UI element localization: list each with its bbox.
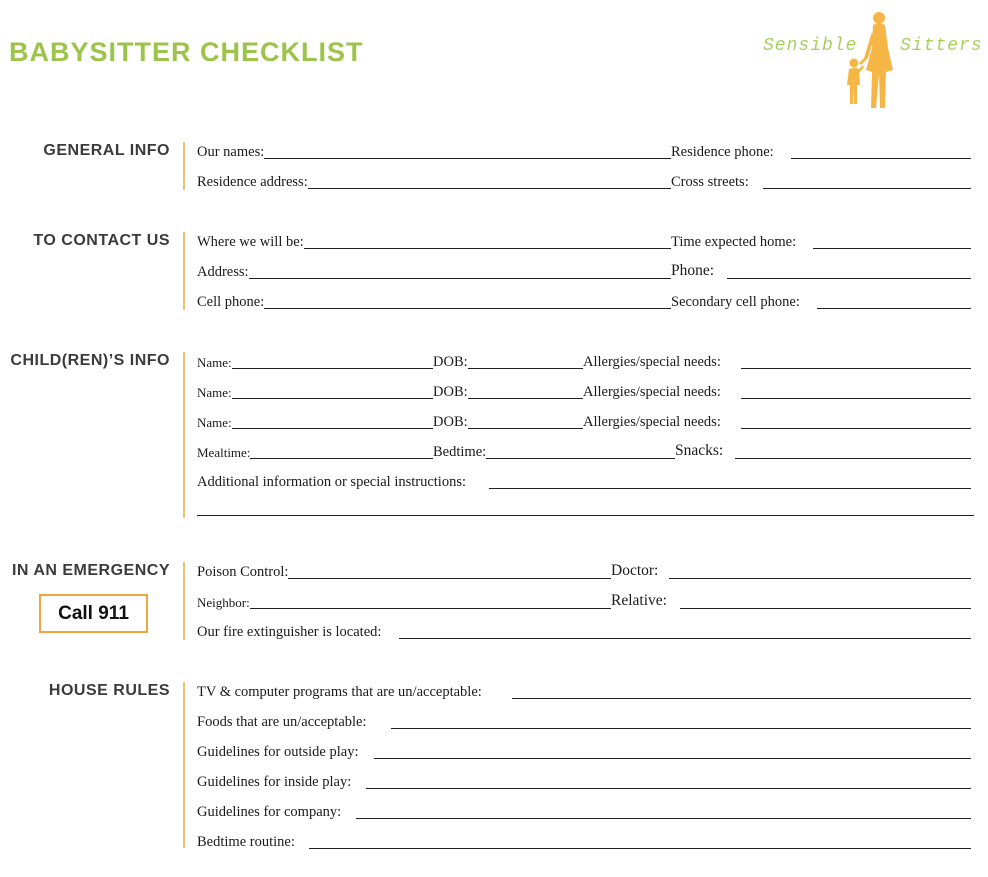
child-allergies-label: Allergies/special needs: xyxy=(583,414,721,430)
child-name-label: Name: xyxy=(197,415,232,430)
additional-info-label: Additional information or special instructions: xyxy=(197,474,467,490)
time-home-field[interactable] xyxy=(813,248,971,249)
child-allergies-label: Allergies/special needs: xyxy=(583,384,721,400)
section-heading-house-rules: HOUSE RULES xyxy=(48,682,170,699)
tv-programs-label: TV & computer programs that are un/acceptable: xyxy=(197,684,482,700)
section-rule xyxy=(183,682,185,848)
section-rule xyxy=(183,232,185,310)
outside-play-field[interactable] xyxy=(374,758,971,759)
contact-address-label: Address: xyxy=(197,264,249,280)
cross-streets-label: Cross streets: xyxy=(671,174,749,190)
section-rule xyxy=(183,562,185,640)
mealtime-label: Mealtime: xyxy=(197,445,251,460)
residence-address-label: Residence address: xyxy=(197,174,308,190)
contact-address-field[interactable] xyxy=(197,278,671,279)
parent-child-silhouette-icon xyxy=(842,8,898,112)
child-allergies-field[interactable] xyxy=(741,428,971,429)
cell-phone-label: Cell phone: xyxy=(197,294,265,310)
doctor-field[interactable] xyxy=(669,578,971,579)
section-heading-contact: TO CONTACT US xyxy=(33,232,170,249)
neighbor-label: Neighbor: xyxy=(197,595,250,610)
inside-play-label: Guidelines for inside play: xyxy=(197,774,352,790)
child-dob-label: DOB: xyxy=(433,384,468,400)
page-title: BABYSITTER CHECKLIST xyxy=(9,37,364,67)
tv-programs-field[interactable] xyxy=(512,698,971,699)
secondary-cell-label: Secondary cell phone: xyxy=(671,294,800,310)
section-rule xyxy=(183,142,185,190)
cell-phone-field[interactable] xyxy=(197,308,671,309)
neighbor-field[interactable] xyxy=(197,608,611,609)
extinguisher-label: Our fire extinguisher is located: xyxy=(197,624,382,640)
residence-phone-field[interactable] xyxy=(791,158,971,159)
our-names-label: Our names: xyxy=(197,144,265,160)
outside-play-label: Guidelines for outside play: xyxy=(197,744,359,760)
sensible-sitters-logo xyxy=(760,8,983,112)
child-name-label: Name: xyxy=(197,355,232,370)
bedtime-routine-field[interactable] xyxy=(309,848,971,849)
contact-phone-label: Phone: xyxy=(671,262,715,279)
cross-streets-field[interactable] xyxy=(763,188,971,189)
logo-text-left: Sensible xyxy=(763,36,858,56)
residence-phone-label: Residence phone: xyxy=(671,144,774,160)
section-heading-emergency: IN AN EMERGENCY xyxy=(11,562,170,579)
child-name-field[interactable] xyxy=(197,398,433,399)
poison-control-label: Poison Control: xyxy=(197,564,289,580)
child-allergies-field[interactable] xyxy=(741,368,971,369)
our-names-field[interactable] xyxy=(197,158,671,159)
child-name-label: Name: xyxy=(197,385,232,400)
time-home-label: Time expected home: xyxy=(671,234,797,250)
relative-label: Relative: xyxy=(611,592,667,609)
call-911-box: Call 911 xyxy=(39,594,148,633)
extinguisher-field[interactable] xyxy=(399,638,971,639)
section-heading-general-info: GENERAL INFO xyxy=(43,142,170,159)
company-field[interactable] xyxy=(356,818,971,819)
secondary-cell-field[interactable] xyxy=(817,308,971,309)
child-dob-label: DOB: xyxy=(433,414,468,430)
company-label: Guidelines for company: xyxy=(197,804,342,820)
contact-phone-field[interactable] xyxy=(727,278,971,279)
snacks-label: Snacks: xyxy=(675,442,724,459)
additional-info-field-line2[interactable] xyxy=(197,515,974,516)
child-name-field[interactable] xyxy=(197,428,433,429)
bedtime-routine-label: Bedtime routine: xyxy=(197,834,295,850)
section-rule xyxy=(183,352,185,518)
child-allergies-label: Allergies/special needs: xyxy=(583,354,721,370)
child-name-field[interactable] xyxy=(197,368,433,369)
logo-text-right: Sitters xyxy=(900,36,983,56)
foods-label: Foods that are un/acceptable: xyxy=(197,714,367,730)
where-label: Where we will be: xyxy=(197,234,304,250)
doctor-label: Doctor: xyxy=(611,562,659,579)
bedtime-label: Bedtime: xyxy=(433,444,487,460)
snacks-field[interactable] xyxy=(735,458,971,459)
child-allergies-field[interactable] xyxy=(741,398,971,399)
relative-field[interactable] xyxy=(680,608,971,609)
additional-info-field[interactable] xyxy=(489,488,971,489)
inside-play-field[interactable] xyxy=(366,788,971,789)
child-dob-label: DOB: xyxy=(433,354,468,370)
foods-field[interactable] xyxy=(391,728,971,729)
section-heading-children: CHILD(REN)’S INFO xyxy=(10,352,170,369)
